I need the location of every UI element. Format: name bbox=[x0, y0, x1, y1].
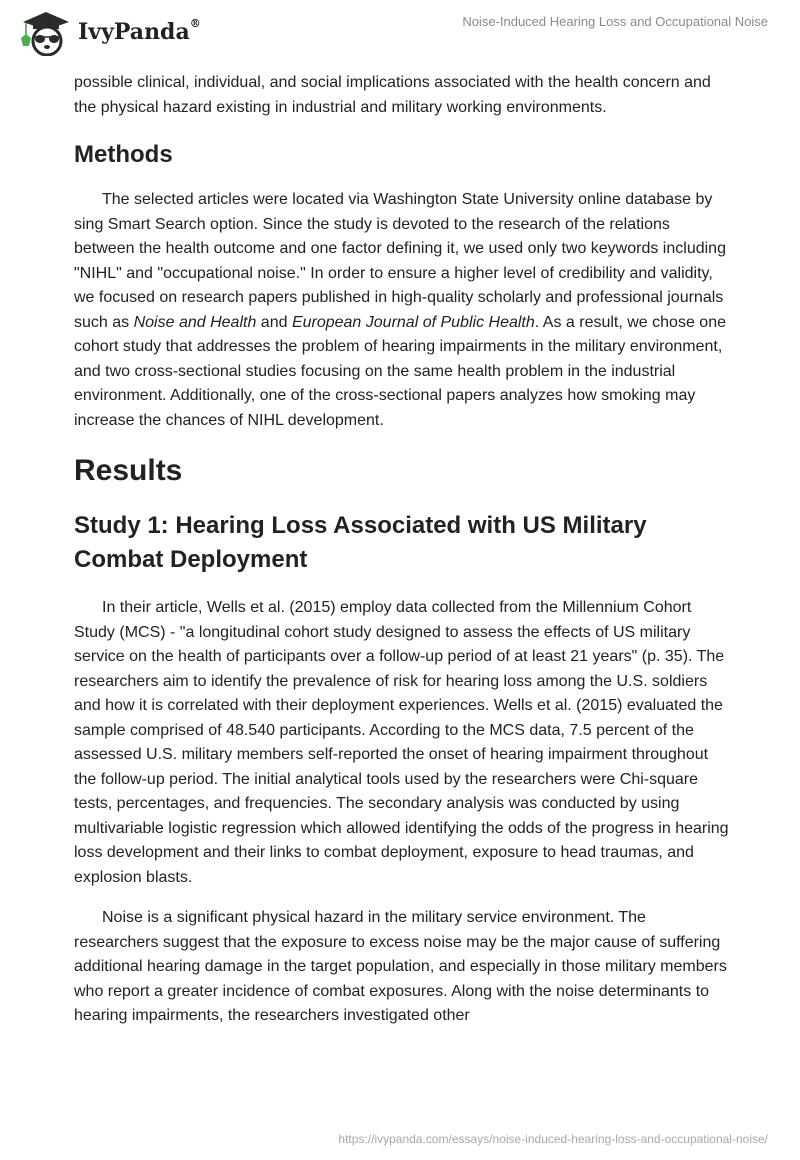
study1-heading: Study 1: Hearing Loss Associated with US Military Combat Deployment bbox=[74, 512, 647, 573]
logo-wordmark: IvyPanda® bbox=[78, 17, 201, 45]
essay-content bbox=[74, 71, 734, 1029]
methods-paragraph: The selected articles were located via Washington State University online database by sing Smart Search option. Since the study is devoted to the research of the relations between the health outcome and one factor defining it, we used only two keywords including "NIHL" and "occupational noise." In order to ensure a higher level of credibility and validity, we focused on research papers published in high-quality scholarly and professional journals such as Noise and Health and European Journal of Public Health. As a result, we chose one cohort study that addresses the problem of hearing impairments in the military environment, and two cross-sectional studies focusing on the same health problem in the industrial environment. Additionally, one of the cross-sectional papers analyzes how smoking may increase the chances of NIHL development. bbox=[74, 191, 726, 429]
source-url[interactable]: https://ivypanda.com/essays/noise-induced-hearing-loss-and-occupational-noise/ bbox=[338, 1132, 768, 1146]
ivypanda-logo[interactable] bbox=[18, 8, 201, 56]
document-title: Noise-Induced Hearing Loss and Occupational Noise bbox=[462, 14, 768, 29]
journal-european-public-health: European Journal of Public Health bbox=[291, 313, 535, 331]
study1-paragraph-2: Noise is a significant physical hazard in the military service environment. The researchers suggest that the exposure to excess noise may be the major cause of suffering additional hearing damage in the target population, and especially in those military members who report a greater incidence of combat exposures. Along with the noise determinants to hearing impairments, the researchers investigated other bbox=[74, 909, 727, 1024]
intro-paragraph-tail: possible clinical, individual, and social implications associated with the health concern and the physical hazard existing in industrial and military working environments. bbox=[74, 74, 711, 116]
methods-heading: Methods bbox=[74, 141, 173, 168]
study1-paragraph-1: In their article, Wells et al. (2015) employ data collected from the Millennium Cohort Study (MCS) - "a longitudinal cohort study designed to assess the effects of US military service on the health of participants over a follow-up period of at least 21 years" (p. 35). The researchers aim to identify the prevalence of risk for hearing loss among the U.S. soldiers and how it is correlated with their deployment experiences. Wells et al. (2015) evaluated the sample comprised of 48.540 participants. According to the MCS data, 7.5 percent of the assessed U.S. military members self-reported the onset of hearing impairment throughout the follow-up period. The initial analytical tools used by the researchers were Chi-square tests, percentages, and frequencies. The secondary analysis was conducted by using multivariable logistic regression which allowed identifying the odds of the progress in hearing loss development and their links to combat deployment, exposure to head traumas, and explosion blasts. bbox=[74, 599, 729, 886]
panda-graduate-icon bbox=[18, 8, 72, 56]
page-header bbox=[0, 0, 800, 60]
results-heading: Results bbox=[74, 454, 183, 487]
journal-noise-and-health: Noise and Health bbox=[133, 313, 257, 331]
